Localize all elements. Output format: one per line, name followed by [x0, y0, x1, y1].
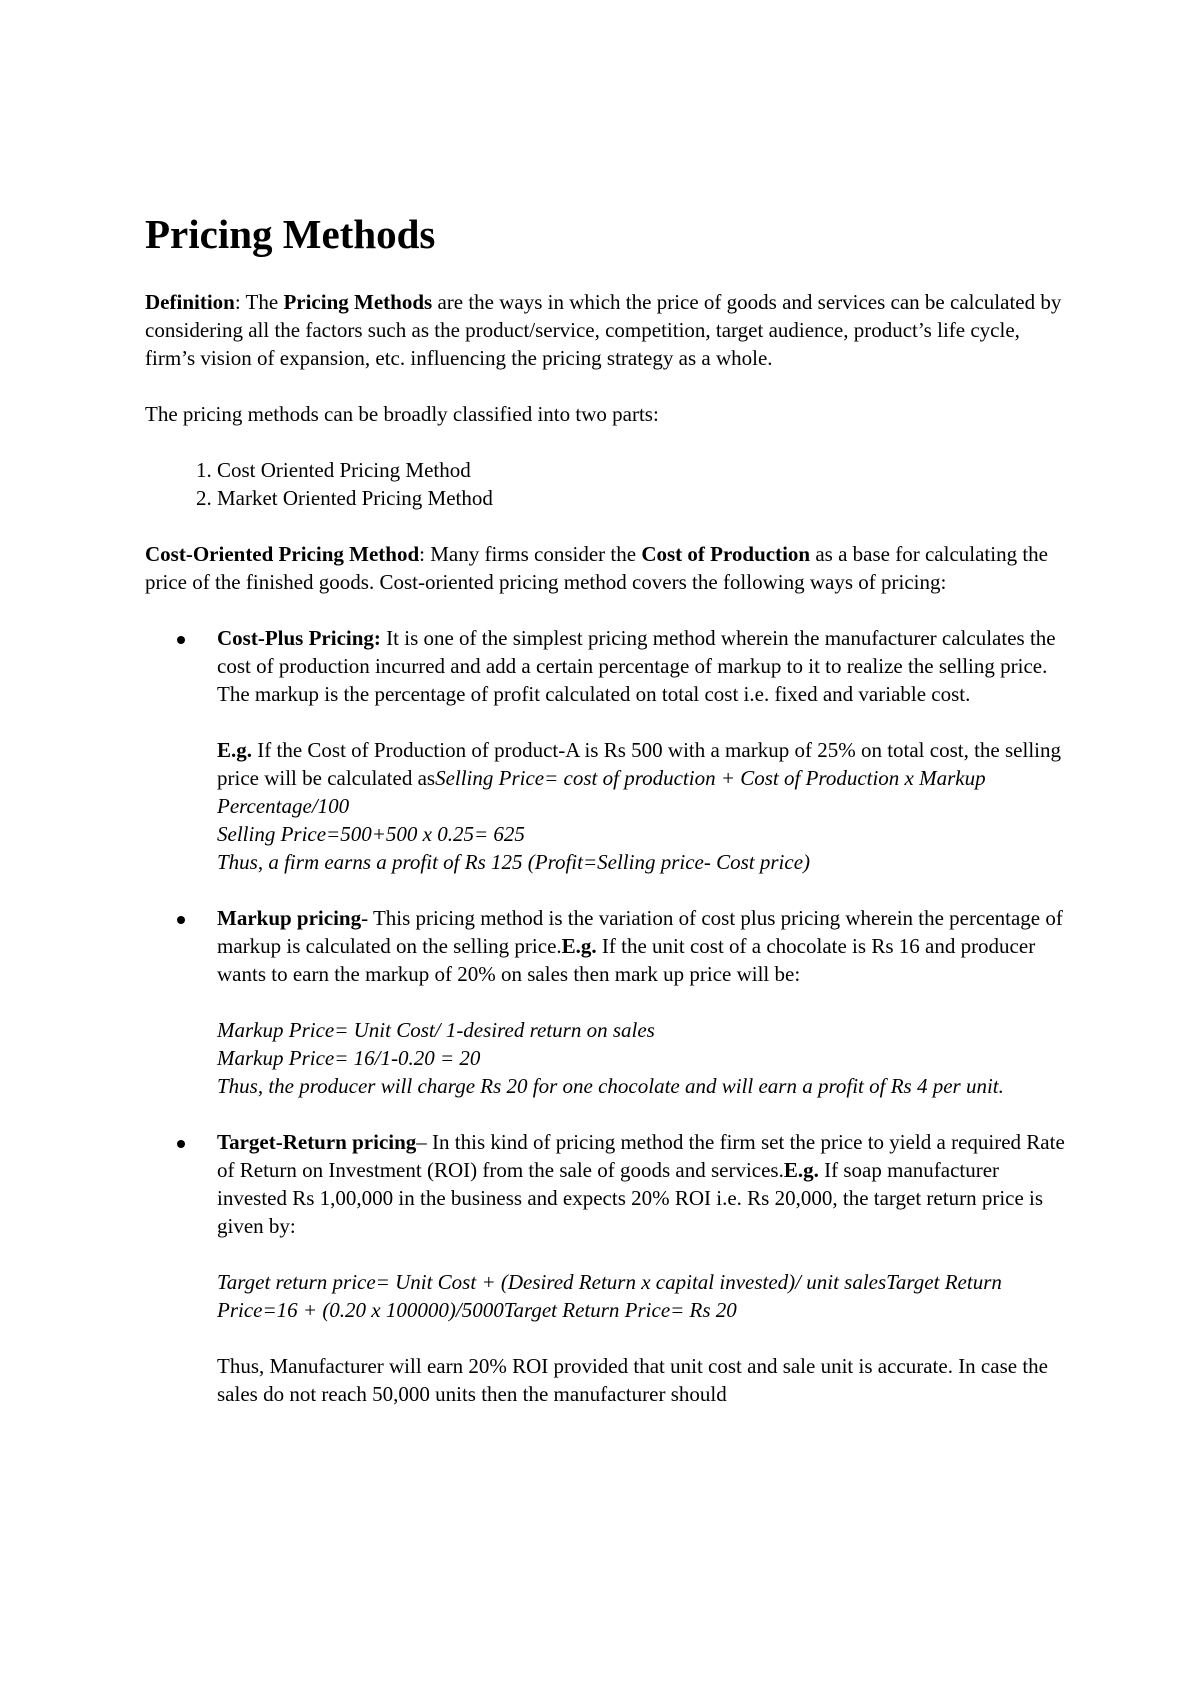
bullet-icon: [177, 1140, 185, 1148]
target-return-label: Target-Return pricing: [217, 1130, 417, 1154]
bullet-icon: [177, 916, 185, 924]
bullet-icon: [177, 636, 185, 644]
markup-result: Thus, the producer will charge Rs 20 for one chocolate and will earn a profit of Rs 4 per unit.: [217, 1074, 1004, 1098]
target-return-eg-text: If soap manufacturer invested Rs 1,00,000 in the business and expects 20% ROI i.e. Rs 20,000, the target return price is given by:: [217, 1158, 1044, 1238]
markup-formula: Markup Price= Unit Cost/ 1-desired return on sales: [217, 1018, 655, 1042]
markup-text: - This pricing method is the variation of cost plus pricing wherein the percentage of markup is calculated on the selling price.: [217, 906, 1063, 958]
definition-label: Definition: [145, 290, 235, 314]
cost-plus-eg-formula: Selling Price= cost of production + Cost of Production x Markup Percentage/100: [217, 766, 986, 818]
cost-oriented-text-2: as a base for calculating the price of the finished goods. Cost-oriented pricing method covers the following ways of pricing:: [145, 542, 1048, 594]
target-return-formula: Target return price= Unit Cost + (Desired Return x capital invested)/ unit salesTarget Return Price=16 + (0.20 x 100000)/5000Target Return Price= Rs 20: [217, 1270, 1002, 1322]
cost-plus-text: It is one of the simplest pricing method wherein the manufacturer calculates the cost of production incurred and add a certain percentage of markup to it to realize the selling price. The markup is the percentage of profit calculated on total cost i.e. fixed and variable cost.: [217, 626, 1056, 706]
definition-text-1: : The: [234, 290, 284, 314]
markup-eg-label: E.g.: [561, 934, 597, 958]
markup-description: [217, 904, 1070, 988]
cost-plus-example: [217, 736, 1070, 876]
definition-paragraph: [145, 288, 1070, 372]
cost-plus-description: [217, 624, 1070, 708]
definition-text-2: are the ways in which the price of goods and services can be calculated by considering all the factors such as the product/service, competition, target audience, product’s life cycle, firm’s vision of expansion, etc. influencing the pricing strategy as a whole.: [145, 290, 1062, 370]
parts-list: [145, 456, 1070, 512]
markup-label: Markup pricing: [217, 906, 362, 930]
cost-oriented-text-1: : Many firms consider the: [419, 542, 642, 566]
definition-term: Pricing Methods: [283, 290, 433, 314]
page-title: Pricing Methods: [145, 211, 436, 257]
cost-oriented-paragraph: [145, 540, 1070, 596]
cost-plus-eg-text: If the Cost of Production of product-A is Rs 500 with a markup of 25% on total cost, the selling price will be calculated as: [217, 738, 1061, 790]
document-page: [145, 210, 1070, 1436]
target-return-text: – In this kind of pricing method the firm set the price to yield a required Rate of Return on Investment (ROI) from the sale of goods and services.: [217, 1130, 1065, 1182]
cost-oriented-label: Cost-Oriented Pricing Method: [145, 542, 420, 566]
cost-plus-label: Cost-Plus Pricing:: [217, 626, 381, 650]
markup-calc: Markup Price= 16/1-0.20 = 20: [217, 1046, 481, 1070]
list-item: 1. Cost Oriented Pricing Method: [217, 456, 1070, 484]
cost-plus-item: [217, 624, 1070, 876]
methods-list: [145, 624, 1070, 1408]
markup-example: [217, 1016, 1070, 1100]
target-return-eg-label: E.g.: [783, 1158, 819, 1182]
markup-item: [217, 904, 1070, 1100]
markup-eg-text: If the unit cost of a chocolate is Rs 16 and producer wants to earn the markup of 20% on sales then mark up price will be:: [217, 934, 1036, 986]
cost-plus-eg-result: Thus, a firm earns a profit of Rs 125 (Profit=Selling price- Cost price): [217, 850, 811, 874]
list-item: 2. Market Oriented Pricing Method: [217, 484, 1070, 512]
intro-paragraph: The pricing methods can be broadly classified into two parts:: [145, 402, 659, 426]
cost-oriented-term: Cost of Production: [641, 542, 811, 566]
target-return-item: [217, 1128, 1070, 1408]
cost-plus-eg-calc: Selling Price=500+500 x 0.25= 625: [217, 822, 525, 846]
cost-plus-eg-label: E.g.: [217, 738, 253, 762]
target-return-description: [217, 1128, 1070, 1240]
target-return-conclusion: Thus, Manufacturer will earn 20% ROI provided that unit cost and sale unit is accurate. In case the sales do not reach 50,000 units then the manufacturer should: [217, 1354, 1048, 1406]
